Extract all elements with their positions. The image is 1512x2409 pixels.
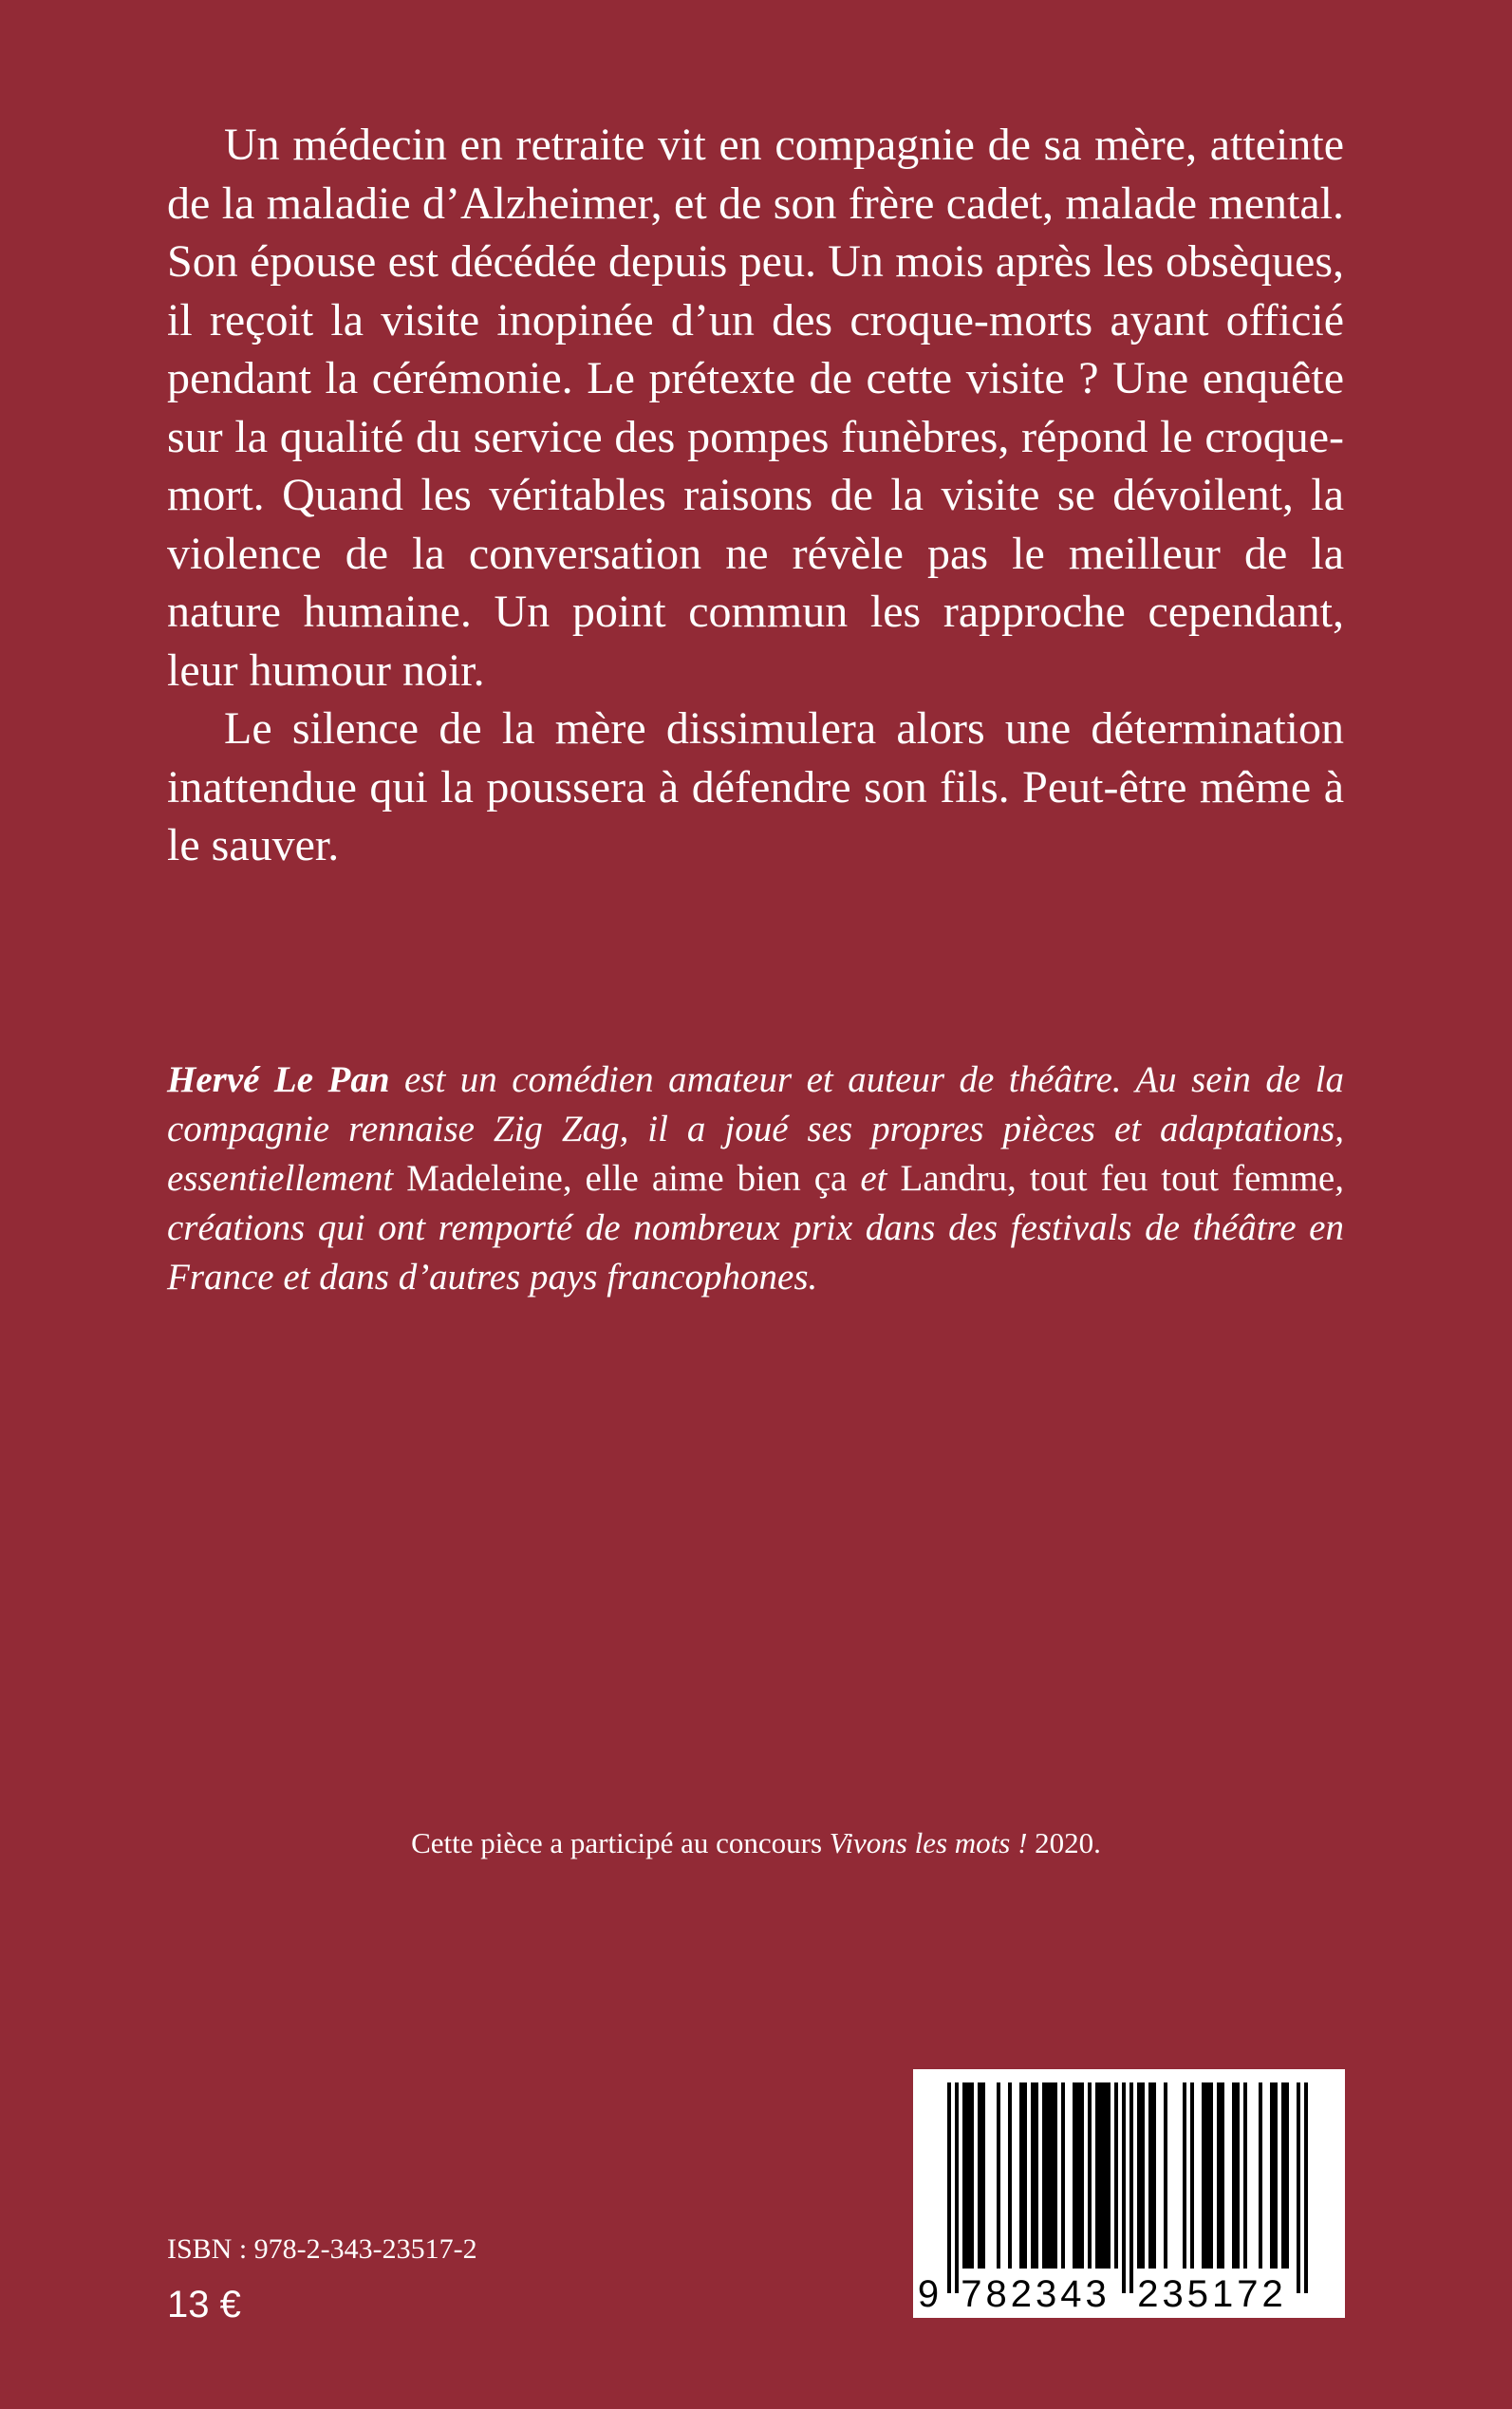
barcode-bar (1023, 2082, 1027, 2269)
barcode-bar (947, 2082, 951, 2293)
author-bio (167, 1055, 1344, 1302)
barcode-bar (1035, 2082, 1038, 2269)
barcode-bar (1141, 2082, 1145, 2269)
bio-text-3: , créations qui ont remporté de nombreux prix dans des festivals de théâtre en France et dans d’autres pays francophones. (167, 1158, 1344, 1298)
barcode-bar (1148, 2082, 1152, 2269)
barcode-bar (1270, 2082, 1274, 2269)
price-label: 13 € (167, 2284, 241, 2325)
isbn-barcode (913, 2069, 1345, 2318)
barcode-bar (1129, 2082, 1133, 2293)
contest-prefix: Cette pièce a participé au concours (411, 1826, 830, 1859)
barcode-bar (1122, 2082, 1126, 2293)
contest-suffix: 2020. (1027, 1826, 1101, 1859)
barcode-first-digit: 9 (917, 2273, 940, 2315)
barcode-bar (1054, 2082, 1057, 2269)
barcode-bar (1088, 2082, 1092, 2269)
barcode-bar (997, 2082, 1000, 2269)
barcode-bar (1099, 2082, 1103, 2269)
summary-paragraph-1: Un médecin en retraite vit en compagnie de sa mère, atteinte de la maladie d’Alzheimer, et de son frère cadet, malade mental. Son épouse est décédée depuis peu. Un mois après les obsèques, il reçoit la visite inopinée d’un des croque-morts ayant officié pendant la cérémonie. Le prétexte de cette visite ? Une enquête sur la qualité du service des pompes funèbres, répond le croque-mort. Quand les véritables raisons de la visite se dévoilent, la violence de la conversation ne révèle pas le meilleur de la nature humaine. Un point commun les rapproche cependant, leur humour noir. (167, 120, 1344, 696)
barcode-bar (1217, 2082, 1221, 2269)
barcode-bar (981, 2082, 985, 2269)
barcode-bar (1202, 2082, 1205, 2269)
barcode-bar (1152, 2082, 1156, 2269)
barcode-bar (1209, 2082, 1213, 2269)
barcode-bar (1190, 2082, 1194, 2269)
contest-note (0, 1824, 1512, 1862)
barcode-bar (1236, 2082, 1240, 2269)
barcode-bar (1061, 2082, 1065, 2269)
barcode-bar (1042, 2082, 1046, 2269)
barcode-bar (1164, 2082, 1167, 2269)
barcode-bar (1046, 2082, 1050, 2269)
barcode-bar (1114, 2082, 1118, 2269)
barcode-bar (1285, 2082, 1289, 2269)
barcode-bar (1031, 2082, 1035, 2269)
barcode-bar (1137, 2082, 1141, 2269)
barcode-bar (1205, 2082, 1209, 2269)
isbn-label: ISBN : 978-2-343-23517-2 (167, 2233, 477, 2265)
barcode-bar (1008, 2082, 1012, 2269)
barcode-bar (1232, 2082, 1236, 2269)
barcode-right-group: 235172 (1137, 2273, 1287, 2315)
barcode-bar (1281, 2082, 1285, 2269)
barcode-bar (1095, 2082, 1099, 2269)
barcode-bar (1243, 2082, 1247, 2269)
barcode-bar (1050, 2082, 1054, 2269)
barcode-graphic (913, 2069, 1345, 2318)
barcode-bar (1019, 2082, 1023, 2269)
barcode-bars (947, 2082, 1308, 2293)
author-name: Hervé Le Pan (167, 1059, 390, 1100)
barcode-bar (966, 2082, 970, 2269)
barcode-bar (1221, 2082, 1224, 2269)
barcode-bar (978, 2082, 981, 2269)
barcode-bar (955, 2082, 959, 2293)
barcode-bar (1183, 2082, 1186, 2269)
barcode-bar (1107, 2082, 1111, 2269)
back-cover-summary (167, 116, 1344, 875)
bio-title-1: Madeleine, elle aime bien ça (406, 1158, 848, 1199)
barcode-bar (1259, 2082, 1262, 2269)
barcode-bar (1103, 2082, 1107, 2269)
bio-title-2: Landru, tout feu tout femme (900, 1158, 1335, 1199)
barcode-bar (970, 2082, 974, 2269)
barcode-bar (962, 2082, 966, 2269)
barcode-bar (1080, 2082, 1084, 2269)
barcode-bar (1304, 2082, 1308, 2293)
contest-name: Vivons les mots ! (829, 1826, 1028, 1859)
summary-paragraph-2: Le silence de la mère dissimulera alors une détermination inattendue qui la poussera à défendre son fils. Peut-être même à le sauver. (167, 703, 1344, 870)
barcode-bar (1073, 2082, 1076, 2269)
bio-text-1: est un comédien amateur et auteur de théâtre. Au sein de la compagnie rennaise Zig Zag, il a joué ses propres pièces et adaptations, essentiellement (167, 1059, 1344, 1199)
bio-text-2: et (847, 1158, 901, 1199)
barcode-bar (1076, 2082, 1080, 2269)
barcode-left-group: 782343 (961, 2273, 1111, 2315)
barcode-bar (1274, 2082, 1278, 2269)
barcode-bar (1297, 2082, 1300, 2293)
